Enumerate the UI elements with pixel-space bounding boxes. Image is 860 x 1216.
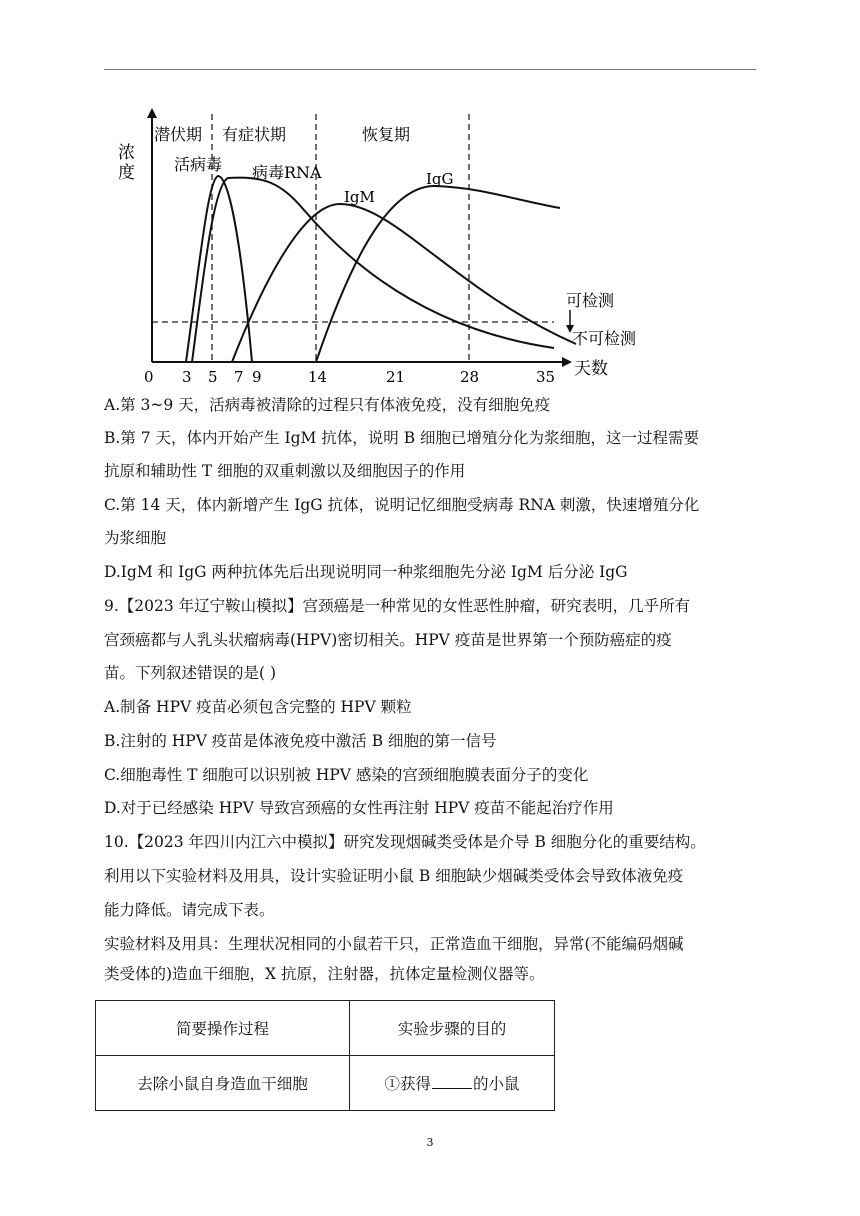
x-tick-14: 14 (308, 368, 328, 386)
purpose-prefix: ①获得 (384, 1075, 432, 1093)
q10-stem-line1: 10.【2023 年四川内江六中模拟】研究发现烟碱类受体是介导 B 细胞分化的重要结构。 (104, 833, 706, 851)
x-tick-3: 3 (182, 368, 192, 386)
x-tick-9: 9 (252, 368, 262, 386)
table-header-purpose: 实验步骤的目的 (350, 1001, 555, 1056)
q10-materials-line2: 类受体的)造血干细胞，X 抗原，注射器，抗体定量检测仪器等。 (104, 965, 545, 983)
antibody-concentration-figure (104, 100, 664, 390)
q10-stem-line2: 利用以下实验材料及用具，设计实验证明小鼠 B 细胞缺少烟碱类受体会导致体液免疫 (104, 867, 684, 885)
table-cell-procedure: 去除小鼠自身造血干细胞 (96, 1056, 350, 1111)
purpose-suffix: 的小鼠 (473, 1075, 520, 1093)
phase-label-symptomatic: 有症状期 (222, 125, 287, 144)
q9-option-a: A.制备 HPV 疫苗必须包含完整的 HPV 颗粒 (104, 698, 412, 716)
label-live-virus: 活病毒 (174, 155, 223, 174)
q10-stem-line3: 能力降低。请完成下表。 (104, 901, 275, 919)
x-axis-label: 天数 (574, 359, 608, 379)
phase-label-latent: 潜伏期 (154, 125, 203, 144)
label-igm: IgM (344, 188, 375, 206)
q9-option-b: B.注射的 HPV 疫苗是体液免疫中激活 B 细胞的第一信号 (104, 732, 497, 750)
x-tick-28: 28 (460, 368, 480, 386)
header-rule (104, 69, 756, 70)
label-igg: IgG (426, 170, 454, 188)
page-number: 3 (426, 1136, 434, 1149)
q8-option-c-line1: C.第 14 天，体内新增产生 IgG 抗体，说明记忆细胞受病毒 RNA 刺激，快速增殖分化 (104, 496, 700, 514)
q8-option-a: A.第 3~9 天，活病毒被清除的过程只有体液免疫，没有细胞免疫 (104, 396, 551, 414)
y-axis-arrow (147, 108, 157, 118)
q8-option-d: D.IgM 和 IgG 两种抗体先后出现说明同一种浆细胞先分泌 IgM 后分泌 IgG (104, 563, 628, 581)
x-axis-arrow (562, 357, 572, 367)
q8-option-b-line2: 抗原和辅助性 T 细胞的双重刺激以及细胞因子的作用 (104, 462, 466, 480)
table-cell-purpose (350, 1056, 555, 1111)
experiment-table (95, 1000, 555, 1111)
table-header-row (96, 1001, 555, 1056)
x-tick-0: 0 (144, 368, 154, 386)
q9-option-d: D.对于已经感染 HPV 导致宫颈癌的女性再注射 HPV 疫苗不能起治疗作用 (104, 799, 614, 817)
table-header-procedure: 简要操作过程 (96, 1001, 350, 1056)
answer-blank[interactable] (432, 1073, 472, 1089)
x-tick-35: 35 (536, 368, 556, 386)
q9-stem-line2: 宫颈癌都与人乳头状瘤病毒(HPV)密切相关。HPV 疫苗是世界第一个预防癌症的疫 (104, 631, 672, 649)
x-tick-21: 21 (386, 368, 406, 386)
q9-stem-line1: 9.【2023 年辽宁鞍山模拟】宫颈癌是一种常见的女性恶性肿瘤，研究表明，几乎所有 (104, 597, 691, 615)
y-axis-label-1: 浓 (118, 143, 135, 163)
phase-label-recovery: 恢复期 (362, 125, 411, 144)
q8-option-b-line1: B.第 7 天，体内开始产生 IgM 抗体，说明 B 细胞已增殖分化为浆细胞，这一过程需要 (104, 429, 700, 447)
y-axis-label-2: 度 (118, 163, 135, 183)
q10-materials-line1: 实验材料及用具：生理状况相同的小鼠若干只，正常造血干细胞，异常(不能编码烟碱 (104, 935, 684, 953)
label-undetectable: 不可检测 (572, 329, 637, 348)
curve-igg (316, 186, 560, 362)
label-detectable: 可检测 (566, 291, 615, 310)
q9-option-c: C.细胞毒性 T 细胞可以识别被 HPV 感染的宫颈细胞膜表面分子的变化 (104, 766, 589, 784)
label-viral-rna: 病毒RNA (252, 163, 322, 182)
q9-stem-line3: 苗。下列叙述错误的是( ) (104, 664, 277, 682)
x-tick-5: 5 (208, 368, 218, 386)
x-tick-7: 7 (234, 368, 244, 386)
table-row (96, 1056, 555, 1111)
q8-option-c-line2: 为浆细胞 (104, 529, 167, 547)
curve-igm (232, 204, 576, 362)
